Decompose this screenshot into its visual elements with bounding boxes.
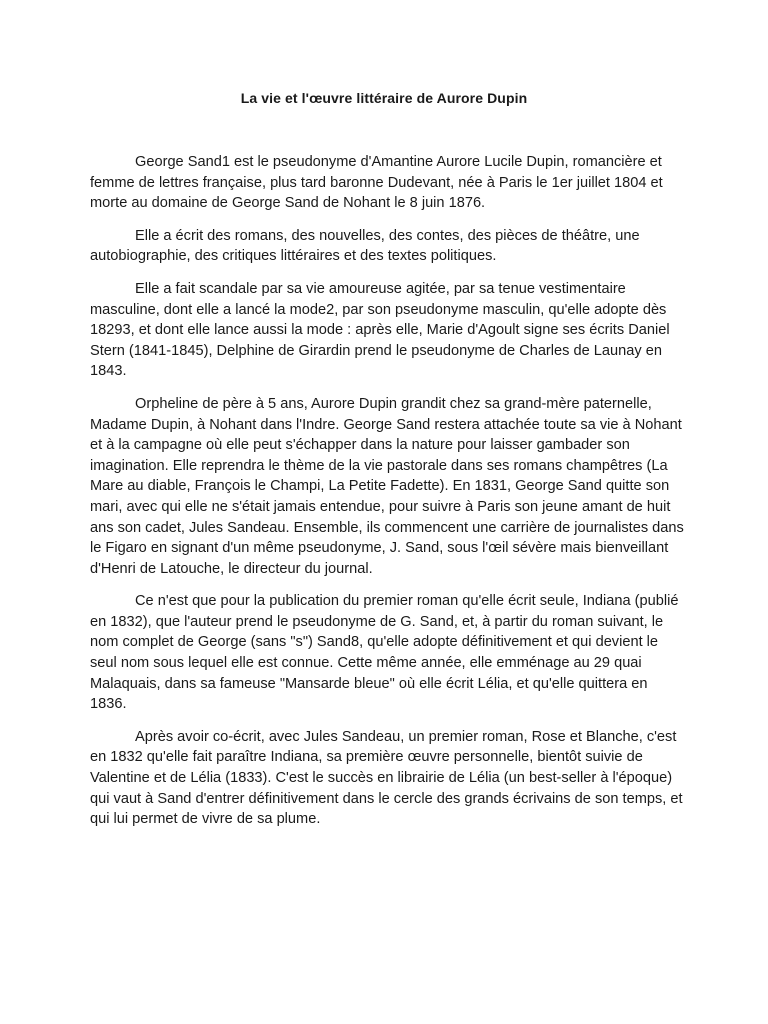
paragraph-5: Ce n'est que pour la publication du premier roman qu'elle écrit seule, Indiana (publié en 1832), que l'auteur prend le pseudonyme de G. Sand, et, à partir du roman suivant, le nom complet de George (sans "s") Sand8, qu'elle adopte définitivement et qui devient le seul nom sous lequel elle est connue. Cette même année, elle emménage au 29 quai Malaquais, dans sa fameuse "Mansarde bleue" où elle écrit Lélia, et qu'elle quittera en 1836.: [90, 593, 679, 713]
paragraph-1: George Sand1 est le pseudonyme d'Amantine Aurore Lucile Dupin, romancière et femme de lettres française, plus tard baronne Dudevant, née à Paris le 1er juillet 1804 et morte au domaine de George Sand de Nohant le 8 juin 1876.: [90, 154, 663, 212]
document-body: [90, 152, 686, 842]
paragraph-6: Après avoir co-écrit, avec Jules Sandeau, un premier roman, Rose et Blanche, c'est en 1832 qu'elle fait paraître Indiana, sa première œuvre personnelle, bientôt suivie de Valentine et de Lélia (1833). C'est le succès en librairie de Lélia (un best-seller à l'époque) qui vaut à Sand d'entrer définitivement dans le cercle des grands écrivains de son temps, et qui lui permet de vivre de sa plume.: [90, 728, 683, 828]
document-title: La vie et l'œuvre littéraire de Aurore Dupin: [240, 90, 528, 106]
paragraph-4: Orpheline de père à 5 ans, Aurore Dupin grandit chez sa grand-mère paternelle, Madame Dupin, à Nohant dans l'Indre. George Sand restera attachée toute sa vie à Nohant et à la campagne où elle peut s'échapper dans la nature pour laisser gambader son imagination. Elle reprendra le thème de la vie pastorale dans ses romans champêtres (La Mare au diable, François le Champi, La Petite Fadette). En 1831, George Sand quitte son mari, avec qui elle ne s'était jamais entendue, pour suivre à Paris son jeune amant de huit ans son cadet, Jules Sandeau. Ensemble, ils commencent une carrière de journalistes dans le Figaro en signant d'un même pseudonyme, J. Sand, sous l'œil sévère mais bienveillant d'Henri de Latouche, le directeur du journal.: [90, 395, 684, 577]
paragraph-2: Elle a écrit des romans, des nouvelles, des contes, des pièces de théâtre, une autobiographie, des critiques littéraires et des textes politiques.: [90, 227, 640, 265]
paragraph-3: Elle a fait scandale par sa vie amoureuse agitée, par sa tenue vestimentaire masculine, dont elle a lancé la mode2, par son pseudonyme masculin, qu'elle adopte dès 18293, et dont elle lance aussi la mode : après elle, Marie d'Agoult signe ses écrits Daniel Stern (1841-1845), Delphine de Girardin prend le pseudonyme de Charles de Launay en 1843.: [90, 280, 670, 380]
